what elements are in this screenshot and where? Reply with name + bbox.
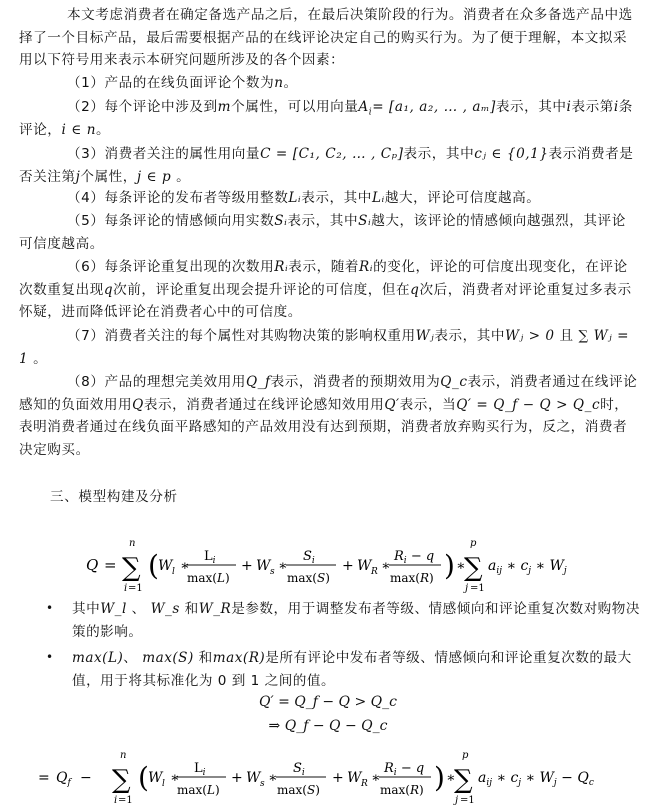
item-6: （6）每条评论重复出现的次数用Rᵢ表示，随着Rᵢ的变化，评论的可信度出现变化，在评论次数重复出现q次前，评论重复出现会提升评论的可信度，但在q次后，消费者对评论重复过多表示怀疑，进而降低评论在消费者心中的可信度。 <box>19 259 632 320</box>
svg-text:Ri − q: $R_i - q$ <box>384 761 425 778</box>
svg-text:∗: ∗ <box>180 558 190 574</box>
svg-text:∑: ∑ <box>112 765 131 795</box>
svg-text:∑: ∑ <box>464 553 483 583</box>
svg-text:s: s <box>270 567 275 577</box>
svg-text:max(R): max(R) <box>390 571 434 585</box>
svg-text:Q: Q <box>86 556 99 574</box>
svg-text:+: + <box>342 558 354 574</box>
svg-text:n: n <box>120 750 127 761</box>
svg-text:Li: $L_i$ <box>194 761 206 778</box>
main-formula <box>0 533 656 595</box>
svg-text:∗: ∗ <box>381 558 391 574</box>
svg-text:aij ∗ cj ∗ Wj: $a_{ij}$ ∗ $c_j$ ∗ $W_j$ <box>488 558 567 576</box>
item-4: （4）每条评论的发布者等级用整数Lᵢ表示，其中Lᵢ越大，评论可信度越高。 <box>67 190 541 206</box>
svg-text:−: − <box>80 770 92 786</box>
svg-text:l: l <box>162 779 165 789</box>
final-formula <box>0 745 656 807</box>
section-heading: 三、模型构建及分析 <box>50 489 178 505</box>
svg-text:(: ( <box>148 549 159 582</box>
svg-text:∑: ∑ <box>122 553 141 583</box>
svg-text:Si: $S_i$ <box>303 549 315 566</box>
svg-text:max(L): max(L) <box>187 571 230 585</box>
svg-text:Si: $S_i$ <box>293 761 305 778</box>
bullet-1-text: 其中W_l 、 W_s 和W_R是参数，用于调整发布者等级、情感倾向和评论重复次数对购物决策的影响。 <box>72 601 640 640</box>
svg-text:W: W <box>246 770 261 786</box>
svg-text:=: = <box>104 556 117 574</box>
item-7: （7）消费者关注的每个属性对其购物决策的影响权重用Wⱼ表示，其中Wⱼ > 0 且 ∑ Wⱼ = 1 。 <box>19 328 630 367</box>
item-8: （8）产品的理想完美效用用Q_f表示，消费者的预期效用为Q_c表示，消费者通过在线评论感知的负面效用用Q表示，消费者通过在线评论感知效用用Q′表示，当Q′ = Q_f − Q > Q_c时，表明消费者通过在线负面平路感知的产品效用没有达到预期，消费者放弃购买行为，反之，消费者决定购买。 <box>19 374 638 458</box>
svg-text:∗: ∗ <box>170 770 180 786</box>
svg-text:=1: =1 <box>460 795 475 806</box>
item-5: （5）每条评论的情感倾向用实数Sᵢ表示，其中Sᵢ越大，该评论的情感倾向越强烈，其评论可信度越高。 <box>19 213 626 252</box>
svg-text:+: + <box>231 770 243 786</box>
svg-text:+: + <box>241 558 253 574</box>
svg-text:(: ( <box>138 761 149 794</box>
svg-text:W: W <box>357 558 372 574</box>
svg-text:∗: ∗ <box>446 770 456 786</box>
svg-text:i: i <box>114 795 118 806</box>
svg-text:W: W <box>158 558 173 574</box>
bullet-2-text: max(L)、 max(S) 和max(R)是所有评论中发布者等级、情感倾向和评论重复次数的最大值，用于将其标准化为 0 到 1 之间的值。 <box>72 650 632 689</box>
svg-text:R: R <box>361 779 368 789</box>
svg-text:max(S): max(S) <box>287 571 330 585</box>
svg-text:∗: ∗ <box>278 558 288 574</box>
svg-text:): ) <box>444 549 455 582</box>
svg-text:max(L): max(L) <box>177 783 220 797</box>
bullet-1-marker: • <box>46 601 54 615</box>
item-3: （3）消费者关注的属性用向量C = [C₁, C₂, … , Cₚ]表示，其中cⱼ ∈ {0,1}表示消费者是否关注第j个属性，j ∈ p 。 <box>19 146 634 185</box>
svg-text:max(S): max(S) <box>277 783 320 797</box>
svg-text:max(R): max(R) <box>380 783 424 797</box>
svg-text:=1: =1 <box>470 583 485 594</box>
svg-text:l: l <box>172 567 175 577</box>
svg-text:W: W <box>148 770 163 786</box>
svg-text:∗: ∗ <box>456 558 466 574</box>
intro-paragraph: 本文考虑消费者在确定备选产品之后，在最后决策阶段的行为。消费者在众多备选产品中选择了一个目标产品，最后需要根据产品的在线评论决定自己的购买行为。为了便于理解，本文拟采用以下符号用来表示本研究问题所涉及的各个因素： <box>19 7 633 68</box>
svg-text:Li: $L_i$ <box>204 549 216 566</box>
equation-line-2: ⇒ Q_f − Q − Q_c <box>268 718 388 734</box>
svg-text:j: j <box>455 795 459 806</box>
svg-text:=1: =1 <box>128 583 143 594</box>
svg-text:∑: ∑ <box>454 765 473 795</box>
svg-text:aij ∗ cj ∗ Wj − Qc: $a_{ij}$ ∗ $c_j$ ∗ $W_j - Q_c$ <box>478 770 594 788</box>
svg-text:i: i <box>124 583 128 594</box>
svg-text:): ) <box>434 761 445 794</box>
svg-text:Qf: $Q_f$ <box>56 770 71 788</box>
svg-text:Ri − q: $R_i - q$ <box>394 549 435 566</box>
svg-text:∗: ∗ <box>371 770 381 786</box>
svg-text:+: + <box>332 770 344 786</box>
svg-text:W: W <box>347 770 362 786</box>
svg-text:=1: =1 <box>118 795 133 806</box>
svg-text:j: j <box>465 583 469 594</box>
svg-text:R: R <box>371 567 378 577</box>
svg-text:n: n <box>129 538 136 549</box>
item-2: （2）每个评论中涉及到m个属性，可以用向量$A_i= [a_1$, a₂, … , aₘ]表示，其中i表示第i条评论，i ∈ n。 <box>19 99 633 138</box>
svg-text:s: s <box>260 779 265 789</box>
svg-text:p: p <box>462 750 469 761</box>
svg-text:p: p <box>470 538 477 549</box>
svg-text:W: W <box>256 558 271 574</box>
item-1: （1）产品的在线负面评论个数为n。 <box>67 75 298 91</box>
bullet-2-marker: • <box>46 650 54 664</box>
svg-text:=: = <box>38 770 50 786</box>
equation-line-1: Q′ = Q_f − Q > Q_c <box>258 694 397 710</box>
svg-text:∗: ∗ <box>268 770 278 786</box>
